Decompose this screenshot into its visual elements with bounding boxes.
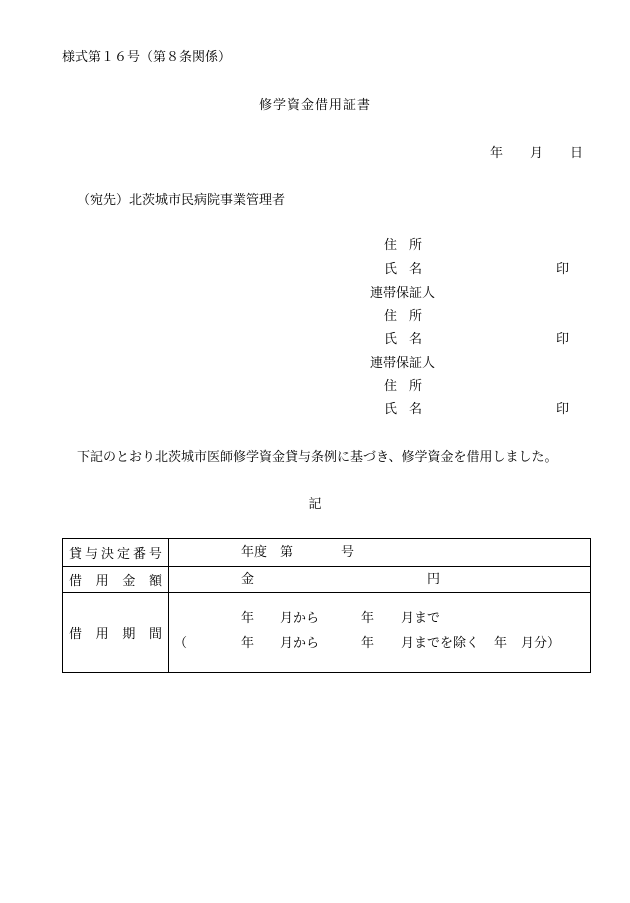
loan-amount-value: 金 円 [169,567,591,593]
body-text: 下記のとおり北茨城市医師修学資金貸与条例に基づき、修学資金を借用しました。 [77,450,558,465]
decision-number-header: 貸 与 決 定 番 号 [63,539,169,567]
guarantor2-seal: 印 [556,402,570,417]
ki-heading: 記 [308,497,322,512]
date-month: 月 [530,146,544,161]
table-row [63,593,591,673]
loan-terms-table [62,538,591,673]
loan-period-value: 年 月から 年 月まで （ 年 月から 年 月までを除く 年 月分） [169,593,591,673]
loan-period-header: 借 用 期 間 [63,593,169,673]
table-row [63,567,591,593]
decision-number-value: 年度 第 号 [169,539,591,567]
date-day: 日 [570,146,584,161]
guarantor1-address-label: 住 所 [384,309,423,324]
guarantor2-label: 連帯保証人 [370,356,436,371]
guarantor2-address-label: 住 所 [384,379,423,394]
addressee: （宛先）北茨城市民病院事業管理者 [77,193,286,208]
borrower-address-label: 住 所 [384,238,423,253]
document-title: 修学資金借用証書 [258,98,371,113]
date-year: 年 [490,146,504,161]
form-number: 様式第１６号（第８条関係） [62,50,232,65]
guarantor1-label: 連帯保証人 [370,286,436,301]
guarantor1-name-label: 氏 名 [384,332,423,347]
table-row [63,539,591,567]
borrower-name-label: 氏 名 [384,262,423,277]
guarantor2-name-label: 氏 名 [384,402,423,417]
borrower-seal: 印 [556,262,570,277]
guarantor1-seal: 印 [556,332,570,347]
loan-amount-header: 借 用 金 額 [63,567,169,593]
